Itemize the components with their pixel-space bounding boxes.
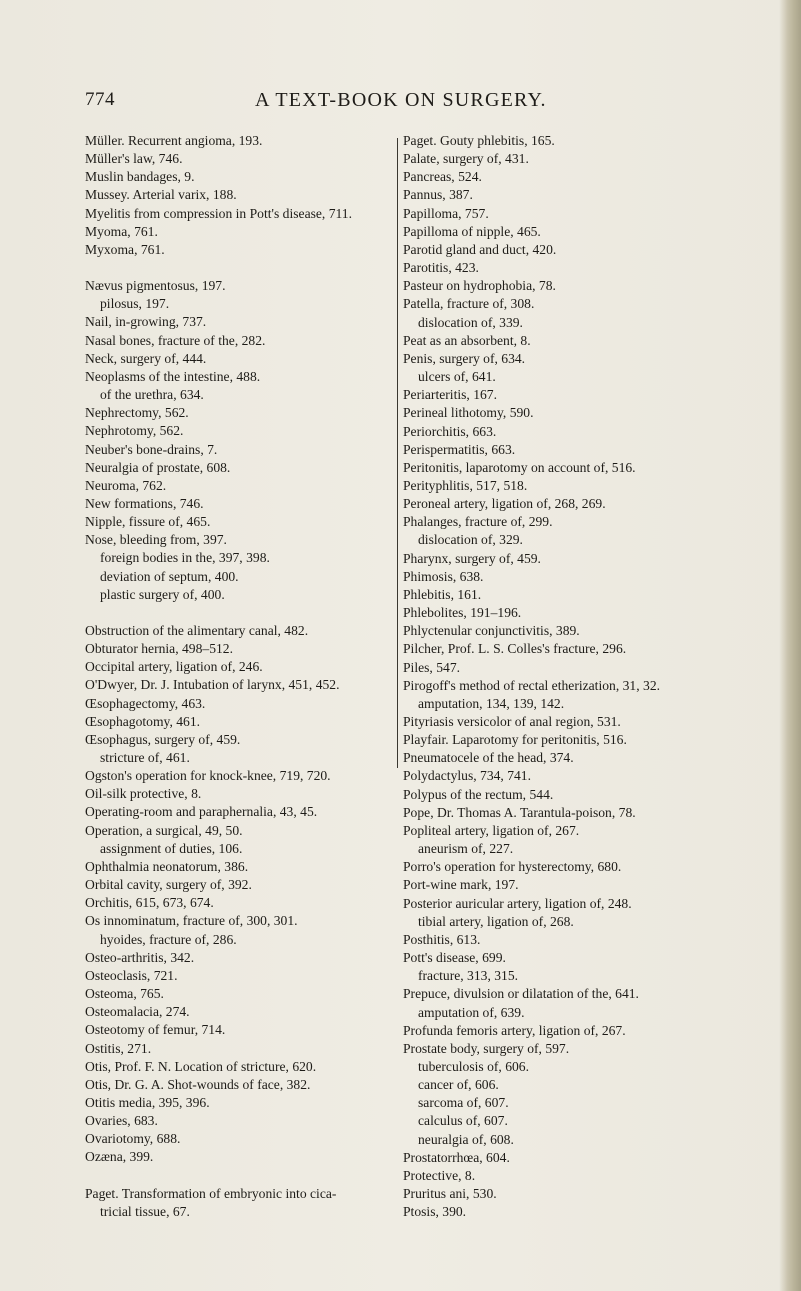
index-entry: Neuber's bone-drains, 7. xyxy=(85,441,218,457)
index-entry: Posthitis, 613. xyxy=(403,931,481,947)
index-entry: Posterior auricular artery, ligation of, 248. xyxy=(403,895,632,911)
running-title: A TEXT-BOOK ON SURGERY. xyxy=(255,89,547,111)
index-entry: Porro's operation for hysterectomy, 680. xyxy=(403,859,622,875)
index-entry: Pruritus ani, 530. xyxy=(403,1186,497,1202)
index-entry: Obturator hernia, 498–512. xyxy=(85,641,233,657)
index-entry: Neuralgia of prostate, 608. xyxy=(85,459,231,475)
index-subentry: deviation of septum, 400. xyxy=(100,568,239,584)
index-subentry: tibial artery, ligation of, 268. xyxy=(418,913,574,929)
index-entry: Phalanges, fracture of, 299. xyxy=(403,514,553,530)
index-entry: Pirogoff's method of rectal etherization, 31, 32. xyxy=(403,677,661,693)
index-entry: Operation, a surgical, 49, 50. xyxy=(85,822,243,838)
index-entry: Protective, 8. xyxy=(403,1167,476,1183)
index-entry: Penis, surgery of, 634. xyxy=(403,350,526,366)
index-entry: Osteotomy of femur, 714. xyxy=(85,1022,226,1038)
index-entry: Osteoclasis, 721. xyxy=(85,967,178,983)
index-entry: Phimosis, 638. xyxy=(403,568,484,584)
index-entry: Ostitis, 271. xyxy=(85,1040,152,1056)
index-subentry: cancer of, 606. xyxy=(418,1077,499,1093)
index-entry: Phlyctenular conjunctivitis, 389. xyxy=(403,623,580,639)
index-entry: Palate, surgery of, 431. xyxy=(403,151,529,167)
index-entry: O'Dwyer, Dr. J. Intubation of larynx, 451, 452. xyxy=(85,677,340,693)
index-subentry: fracture, 313, 315. xyxy=(418,968,519,984)
index-entry: Müller. Recurrent angioma, 193. xyxy=(85,133,263,148)
index-entry: Nasal bones, fracture of the, 282. xyxy=(85,332,266,348)
index-entry: Muslin bandages, 9. xyxy=(85,169,195,185)
index-entry: Œsophagotomy, 461. xyxy=(85,713,201,729)
index-entry: Peritonitis, laparotomy on account of, 516. xyxy=(403,459,636,475)
index-subentry: foreign bodies in the, 397, 398. xyxy=(100,550,270,566)
page-header xyxy=(85,89,725,119)
index-entry: Myoma, 761. xyxy=(85,223,158,239)
index-entry: Paget. Gouty phlebitis, 165. xyxy=(403,133,555,148)
index-entry: Pasteur on hydrophobia, 78. xyxy=(403,278,556,294)
index-entry: New formations, 746. xyxy=(85,495,204,511)
index-entry: Pannus, 387. xyxy=(403,187,473,203)
index-entry: Ozæna, 399. xyxy=(85,1149,154,1165)
index-entry: Periarteritis, 167. xyxy=(403,387,498,403)
index-entry: tricial tissue, 67. xyxy=(100,1203,190,1219)
index-entry: Prostate body, surgery of, 597. xyxy=(403,1040,570,1056)
index-entry: Parotid gland and duct, 420. xyxy=(403,241,557,257)
index-entry: Papilloma, 757. xyxy=(403,205,489,221)
index-entry: Ovariotomy, 688. xyxy=(85,1131,181,1147)
index-entry: Periorchitis, 663. xyxy=(403,423,497,439)
index-entry: Oil-silk protective, 8. xyxy=(85,786,202,802)
index-entry: Nævus pigmentosus, 197. xyxy=(85,278,226,294)
index-entry: Nail, in-growing, 737. xyxy=(85,314,207,330)
index-entry: Neck, surgery of, 444. xyxy=(85,350,207,366)
index-entry: Pott's disease, 699. xyxy=(403,950,506,966)
index-entry: Ophthalmia neonatorum, 386. xyxy=(85,858,249,874)
index-entry: Pityriasis versicolor of anal region, 531. xyxy=(403,714,621,729)
index-entry: Osteomalacia, 274. xyxy=(85,1004,190,1020)
index-entry: Phlebitis, 161. xyxy=(403,586,482,602)
index-entry: Piles, 547. xyxy=(403,659,461,675)
index-entry: Nipple, fissure of, 465. xyxy=(85,514,211,530)
index-subentry: of the urethra, 634. xyxy=(100,387,204,403)
index-subentry: pilosus, 197. xyxy=(100,296,170,312)
index-column-right xyxy=(403,132,773,1221)
index-subentry: tuberculosis of, 606. xyxy=(418,1058,530,1074)
index-entry: Neoplasms of the intestine, 488. xyxy=(85,368,261,384)
index-entry: Orbital cavity, surgery of, 392. xyxy=(85,877,252,893)
index-entry: Œsophagus, surgery of, 459. xyxy=(85,731,241,747)
index-entry: Nephrotomy, 562. xyxy=(85,423,184,439)
index-entry: Perityphlitis, 517, 518. xyxy=(403,477,528,493)
index-entry: Myxoma, 761. xyxy=(85,241,165,257)
index-entry: Operating-room and paraphernalia, 43, 45. xyxy=(85,804,318,820)
index-subentry: dislocation of, 339. xyxy=(418,314,523,330)
index-subentry: neuralgia of, 608. xyxy=(418,1131,514,1147)
index-entry: Pancreas, 524. xyxy=(403,169,482,185)
index-entry: Perineal lithotomy, 590. xyxy=(403,405,534,421)
index-entry: Otitis media, 395, 396. xyxy=(85,1094,210,1110)
index-entry: Ogston's operation for knock-knee, 719, 720. xyxy=(85,768,331,784)
index-entry: Peroneal artery, ligation of, 268, 269. xyxy=(403,496,606,512)
index-entry: Osteoma, 765. xyxy=(85,986,164,1002)
index-entry: Otis, Prof. F. N. Location of stricture, 620. xyxy=(85,1058,317,1074)
index-entry: Popliteal artery, ligation of, 267. xyxy=(403,822,580,838)
index-entry: Ovaries, 683. xyxy=(85,1113,158,1129)
index-entry: Ptosis, 390. xyxy=(403,1204,467,1220)
index-entry: Œsophagectomy, 463. xyxy=(85,695,206,711)
index-entry: Profunda femoris artery, ligation of, 267. xyxy=(403,1022,626,1038)
index-entry: Patella, fracture of, 308. xyxy=(403,296,535,312)
index-entry: Obstruction of the alimentary canal, 482. xyxy=(85,622,309,638)
index-subentry: stricture of, 461. xyxy=(100,750,190,765)
index-subentry: amputation, 134, 139, 142. xyxy=(418,695,565,711)
index-entry: Neuroma, 762. xyxy=(85,477,167,493)
index-entry: Otis, Dr. G. A. Shot-wounds of face, 382. xyxy=(85,1076,311,1092)
index-entry: Müller's law, 746. xyxy=(85,151,183,167)
index-entry: Os innominatum, fracture of, 300, 301. xyxy=(85,913,298,929)
index-entry: Mussey. Arterial varix, 188. xyxy=(85,187,237,203)
index-subentry: assignment of duties, 106. xyxy=(100,840,243,856)
index-entry: Pneumatocele of the head, 374. xyxy=(403,750,574,766)
index-subentry: ulcers of, 641. xyxy=(418,369,496,385)
index-entry: Nose, bleeding from, 397. xyxy=(85,532,227,548)
index-entry: Occipital artery, ligation of, 246. xyxy=(85,659,263,675)
index-subentry: calculus of, 607. xyxy=(418,1113,508,1129)
index-entry: Pope, Dr. Thomas A. Tarantula-poison, 78. xyxy=(403,804,636,820)
index-subentry: aneurism of, 227. xyxy=(418,841,514,857)
index-entry: Peat as an absorbent, 8. xyxy=(403,332,531,348)
index-entry: Port-wine mark, 197. xyxy=(403,877,519,893)
index-entry: Perispermatitis, 663. xyxy=(403,441,516,457)
index-entry: Polypus of the rectum, 544. xyxy=(403,786,554,802)
index-subentry: hyoides, fracture of, 286. xyxy=(100,931,237,947)
index-entry: Playfair. Laparotomy for peritonitis, 516. xyxy=(403,732,627,748)
index-entry: Prostatorrhœa, 604. xyxy=(403,1149,510,1165)
index-subentry: dislocation of, 329. xyxy=(418,532,523,548)
index-entry: Pharynx, surgery of, 459. xyxy=(403,550,541,566)
index-entry: Prepuce, divulsion or dilatation of the, 641. xyxy=(403,986,639,1002)
index-entry: Phlebolites, 191–196. xyxy=(403,605,522,621)
index-entry: Osteo-arthritis, 342. xyxy=(85,949,195,965)
index-entry: Parotitis, 423. xyxy=(403,260,479,276)
index-entry: Orchitis, 615, 673, 674. xyxy=(85,895,214,911)
index-entry: Papilloma of nipple, 465. xyxy=(403,223,541,239)
index-subentry: sarcoma of, 607. xyxy=(418,1095,509,1111)
index-entry: Polydactylus, 734, 741. xyxy=(403,768,532,784)
index-subentry: plastic surgery of, 400. xyxy=(100,586,225,602)
index-entry: Myelitis from compression in Pott's disease, 711. xyxy=(85,205,353,221)
page-edge-shadow xyxy=(779,0,801,1291)
index-entry: Pilcher, Prof. L. S. Colles's fracture, 296. xyxy=(403,641,627,657)
column-divider xyxy=(397,138,398,768)
index-subentry: amputation of, 639. xyxy=(418,1004,525,1020)
index-entry: Paget. Transformation of embryonic into cica- xyxy=(85,1185,337,1201)
index-column-left xyxy=(85,132,397,1221)
page-number: 774 xyxy=(85,89,115,110)
index-entry: Nephrectomy, 562. xyxy=(85,405,189,421)
